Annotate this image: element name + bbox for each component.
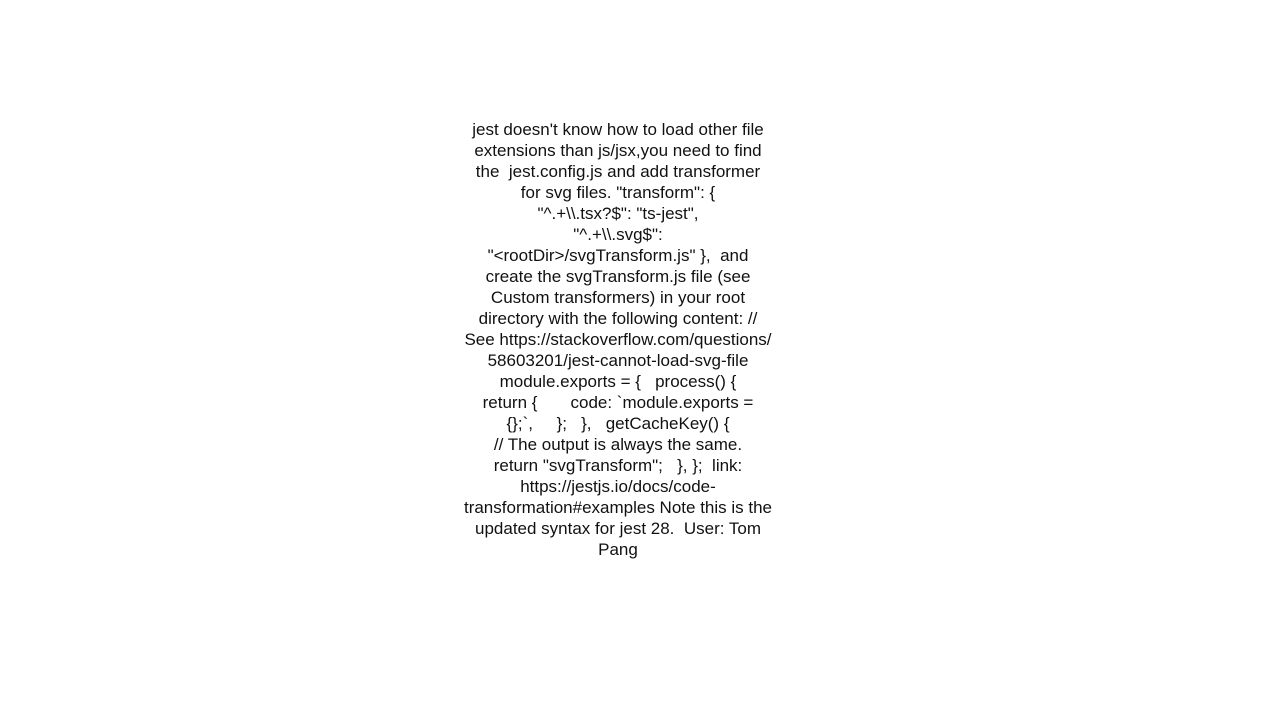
text-line: See https://stackoverflow.com/questions/ — [464, 330, 772, 349]
text-line: return { code: `module.exports = — [482, 393, 754, 412]
text-line: for svg files. "transform": { — [520, 183, 716, 202]
text-line: https://jestjs.io/docs/code- — [520, 477, 716, 496]
answer-text — [448, 119, 788, 560]
text-line: module.exports = { process() { — [499, 372, 737, 391]
text-line: jest doesn't know how to load other file — [472, 120, 764, 139]
text-line: transformation#examples Note this is the — [463, 498, 773, 517]
text-line: updated syntax for jest 28. User: Tom — [475, 519, 761, 538]
text-line: directory with the following content: // — [478, 309, 758, 328]
text-line: {};`, }; }, getCacheKey() { — [506, 414, 730, 433]
text-line: extensions than js/jsx,you need to find — [474, 141, 762, 160]
text-line: "<rootDir>/svgTransform.js" }, and — [487, 246, 749, 265]
text-line: create the svgTransform.js file (see — [485, 267, 751, 286]
text-line: Pang — [598, 540, 638, 559]
text-line: the jest.config.js and add transformer — [475, 162, 761, 181]
text-line: // The output is always the same. — [493, 435, 743, 454]
text-line: Custom transformers) in your root — [490, 288, 746, 307]
text-line: "^.+\\.tsx?$": "ts-jest", — [537, 204, 699, 223]
text-line: return "svgTransform"; }, }; link: — [493, 456, 743, 475]
text-line: 58603201/jest-cannot-load-svg-file — [487, 351, 749, 370]
text-line: "^.+\\.svg$": — [573, 225, 663, 244]
